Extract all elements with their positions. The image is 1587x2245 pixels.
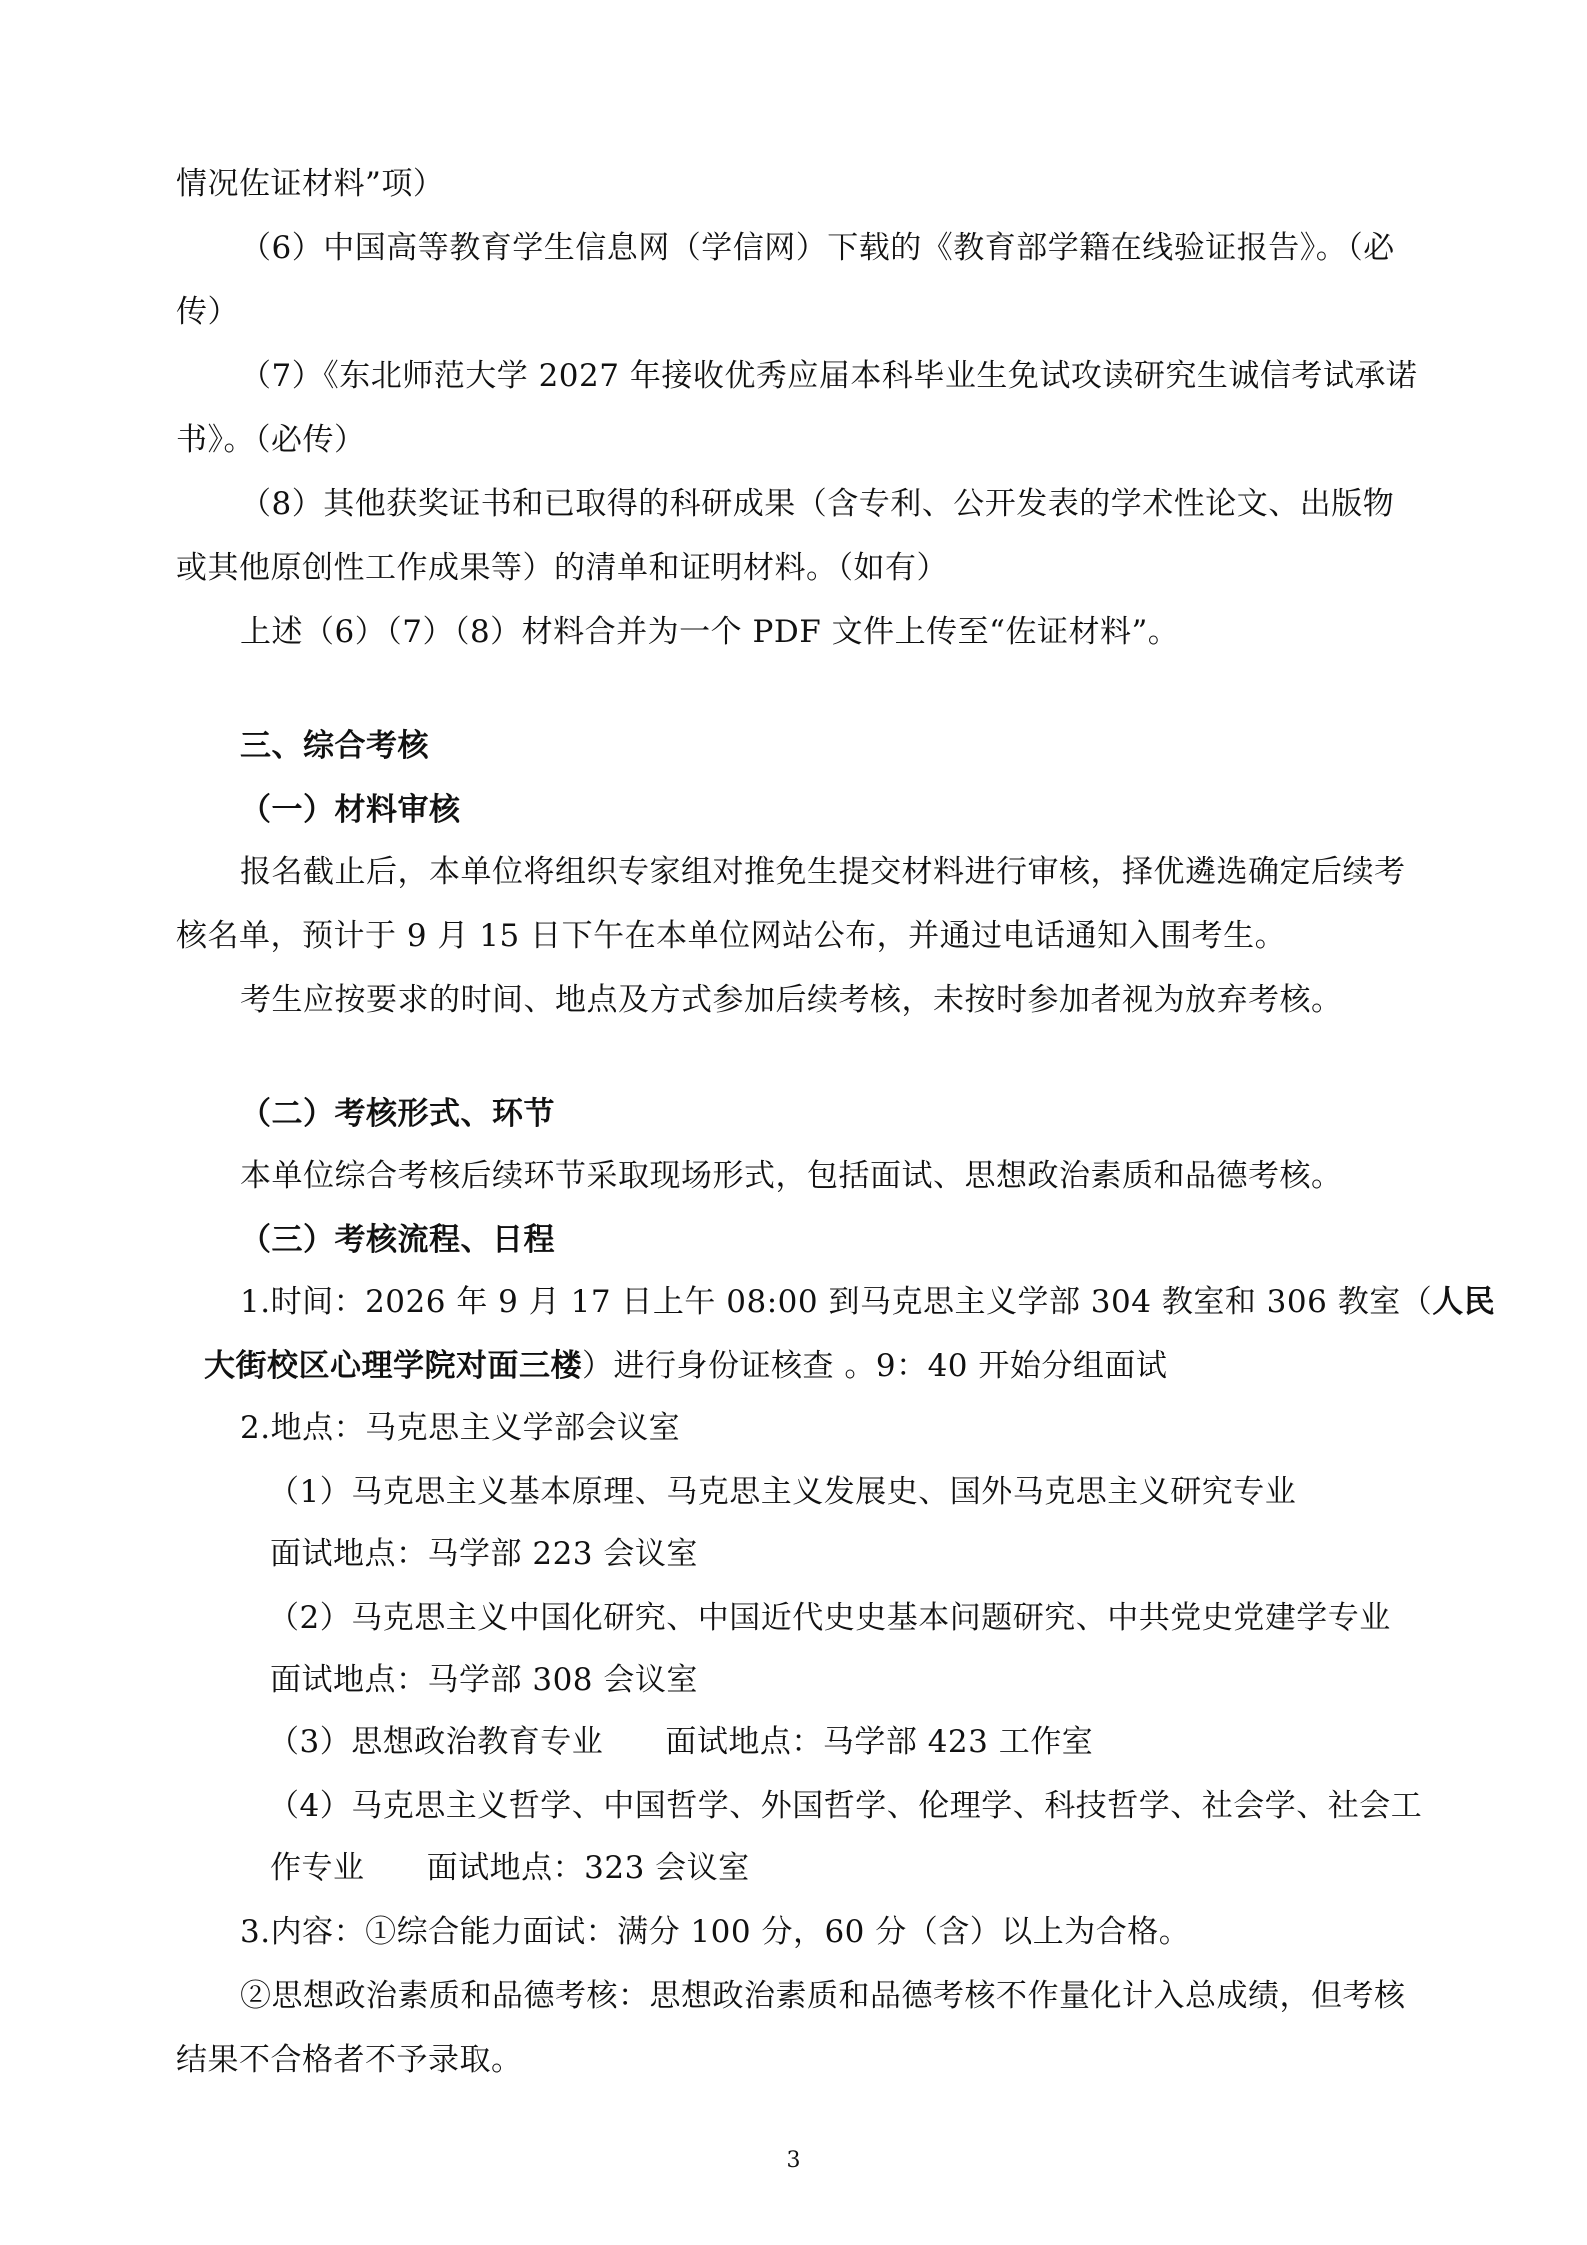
text-line: 考生应按要求的时间、地点及方式参加后续考核，未按时参加者视为放弃考核。 (240, 982, 1343, 1018)
schedule-time-text: ）进行身份证核查 。9：40 开始分组面试 (582, 1348, 1168, 1384)
schedule-time-line (240, 1282, 1495, 1322)
text-line: 3.内容：①综合能力面试：满分 100 分，60 分（含）以上为合格。 (240, 1914, 1191, 1950)
schedule-time-text: 1.时间：2026 年 9 月 17 日上午 08:00 到马克思主义学部 304 教室和 306 教室（ (240, 1284, 1433, 1320)
text-line: （8）其他获奖证书和已取得的科研成果（含专利、公开发表的学术性论文、出版物 (240, 486, 1395, 522)
page-number: 3 (786, 2148, 801, 2173)
subsection-heading: （一）材料审核 (240, 792, 461, 828)
text-line: （1）马克思主义基本原理、马克思主义发展史、国外马克思主义研究专业 (268, 1474, 1297, 1510)
location-emphasis: 大街校区心理学院对面三楼 (204, 1348, 582, 1384)
text-line: 传） (176, 294, 239, 330)
text-line: 2.地点：马克思主义学部会议室 (240, 1410, 681, 1446)
subsection-heading: （二）考核形式、环节 (240, 1096, 555, 1132)
text-line: 书》。（必传） (176, 422, 366, 458)
text-line: 面试地点：马学部 223 会议室 (270, 1536, 698, 1572)
text-line: （3）思想政治教育专业 面试地点：马学部 423 工作室 (268, 1724, 1094, 1760)
schedule-time-line-continued (204, 1346, 1167, 1386)
text-line: 作专业 面试地点：323 会议室 (270, 1850, 750, 1886)
text-line: 核名单，预计于 9 月 15 日下午在本单位网站公布，并通过电话通知入围考生。 (176, 918, 1287, 954)
text-line: 上述（6）（7）（8）材料合并为一个 PDF 文件上传至“佐证材料”。 (240, 614, 1180, 650)
text-line: 面试地点：马学部 308 会议室 (270, 1662, 698, 1698)
text-line: 本单位综合考核后续环节采取现场形式，包括面试、思想政治素质和品德考核。 (240, 1158, 1343, 1194)
text-line: （7）《东北师范大学 2027 年接收优秀应届本科毕业生免试攻读研究生诚信考试承诺 (240, 358, 1418, 394)
text-line: （4）马克思主义哲学、中国哲学、外国哲学、伦理学、科技哲学、社会学、社会工 (268, 1788, 1423, 1824)
text-line: （6）中国高等教育学生信息网（学信网）下载的《教育部学籍在线验证报告》。（必 (240, 230, 1395, 266)
text-line: 报名截止后，本单位将组织专家组对推免生提交材料进行审核，择优遴选确定后续考 (240, 854, 1406, 890)
text-line: 或其他原创性工作成果等）的清单和证明材料。（如有） (176, 550, 948, 586)
section-heading: 三、综合考核 (240, 728, 429, 764)
text-line: 情况佐证材料”项） (176, 166, 445, 202)
text-line: ②思想政治素质和品德考核：思想政治素质和品德考核不作量化计入总成绩，但考核 (240, 1978, 1406, 2014)
subsection-heading: （三）考核流程、日程 (240, 1222, 555, 1258)
location-emphasis: 人民 (1432, 1284, 1496, 1320)
text-line: 结果不合格者不予录取。 (176, 2042, 523, 2078)
text-line: （2）马克思主义中国化研究、中国近代史史基本问题研究、中共党史党建学专业 (268, 1600, 1391, 1636)
